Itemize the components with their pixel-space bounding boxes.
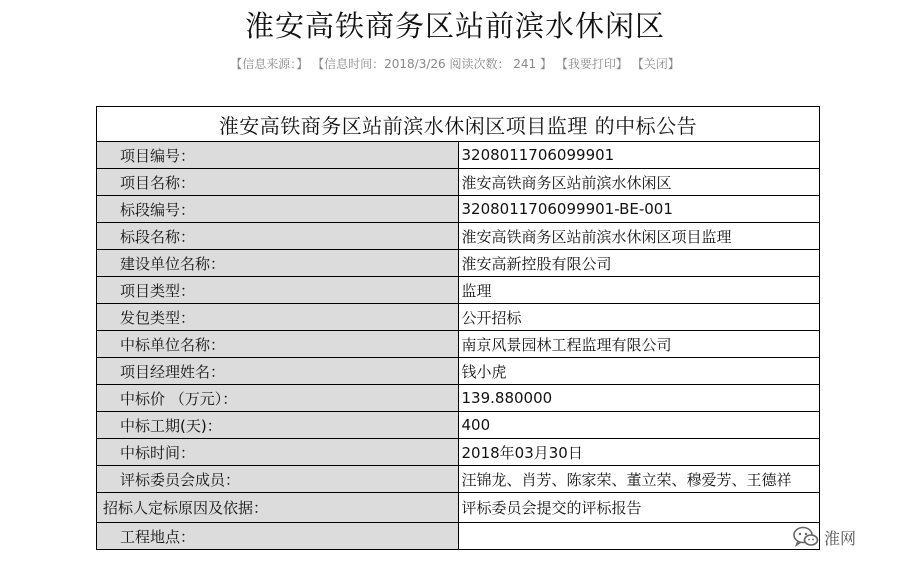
row-label: 项目名称： [97,169,459,196]
article-meta [0,56,910,72]
row-value: 南京风景园林工程监理有限公司 [458,331,820,358]
table-row [97,250,820,277]
row-value: 400 [458,412,820,439]
row-label: 评标委员会成员： [97,466,459,493]
table-row [97,277,820,304]
page-title: 淮安高铁商务区站前滨水休闲区 [244,9,665,43]
award-notice-table [96,106,820,550]
table-row [97,493,820,523]
row-value: 评标委员会提交的评标报告 [458,493,820,523]
table-row [97,331,820,358]
table-row [97,358,820,385]
row-value: 淮安高新控股有限公司 [458,250,820,277]
row-label: 标段名称： [97,223,459,250]
table-row [97,439,820,466]
row-value: 139.880000 [458,385,820,412]
table-row [97,304,820,331]
row-value: 3208011706099901-BE-001 [458,196,820,223]
table-row [97,196,820,223]
table-row [97,169,820,196]
row-value: 淮安高铁商务区站前滨水休闲区 [458,169,820,196]
row-value: 3208011706099901 [458,142,820,169]
table-row [97,223,820,250]
meta-time-views: 【信息时间：2018/3/26 阅读次数： 241 】 [312,57,553,71]
row-label: 建设单位名称： [97,250,459,277]
print-link[interactable]: 【我要打印】 [555,57,628,71]
source-watermark [793,524,856,550]
table-heading: 淮安高铁商务区站前滨水休闲区项目监理 的中标公告 [97,107,820,142]
row-label: 中标单位名称： [97,331,459,358]
row-label: 标段编号： [97,196,459,223]
close-link[interactable]: 【关闭】 [631,57,680,71]
row-value: 公开招标 [458,304,820,331]
row-value [458,523,820,550]
row-label: 招标人定标原因及依据： [97,493,459,523]
row-value: 监理 [458,277,820,304]
meta-source: 【信息来源：】 [230,57,309,71]
row-value: 2018年03月30日 [458,439,820,466]
row-label: 工程地点： [97,523,459,550]
row-label: 中标价 （万元）： [97,385,459,412]
table-row [97,523,820,550]
table-row [97,412,820,439]
row-value: 汪锦龙、肖芳、陈家荣、董立荣、穆爱芳、王德祥 [458,466,820,493]
row-label: 项目经理姓名： [97,358,459,385]
row-label: 项目编号： [97,142,459,169]
row-value: 淮安高铁商务区站前滨水休闲区项目监理 [458,223,820,250]
row-label: 发包类型： [97,304,459,331]
wechat-icon [793,526,819,548]
table-row [97,385,820,412]
table-row [97,142,820,169]
row-value: 钱小虎 [458,358,820,385]
watermark-text: 淮网 [824,528,857,548]
row-label: 中标工期(天)： [97,412,459,439]
row-label: 中标时间： [97,439,459,466]
row-label: 项目类型： [97,277,459,304]
table-row [97,466,820,493]
